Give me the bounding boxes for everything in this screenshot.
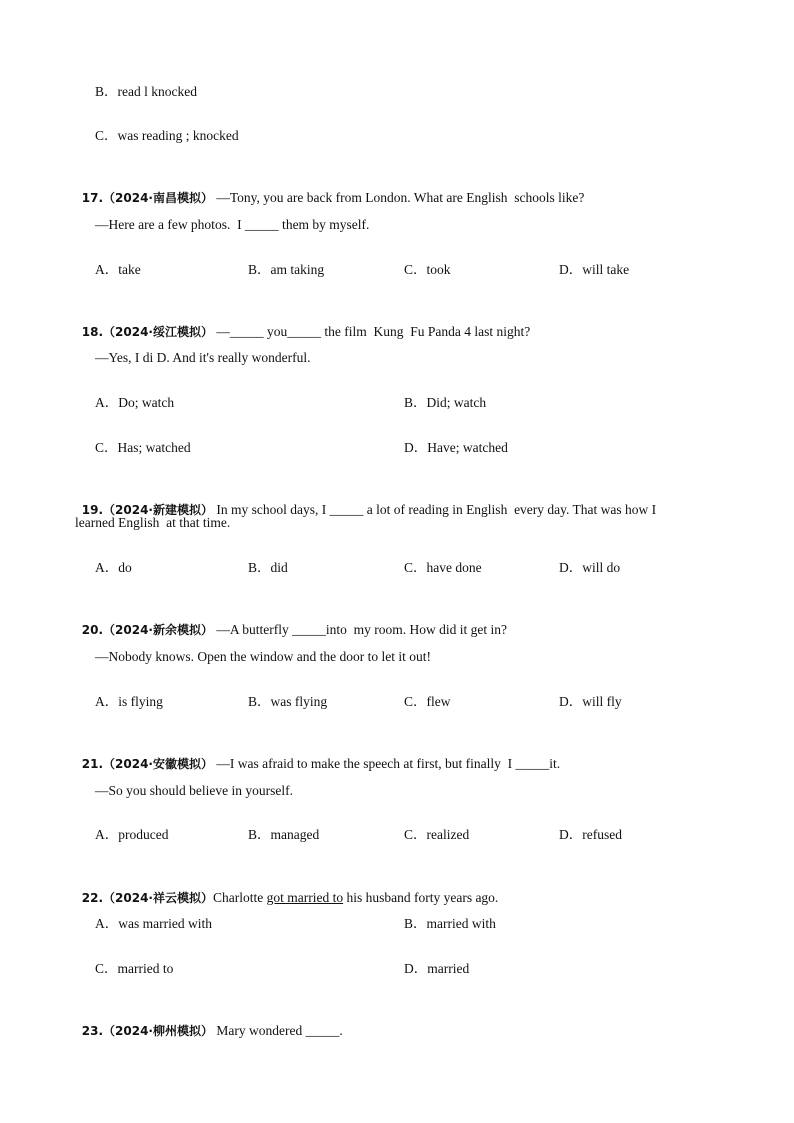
option-b: B．married with	[404, 916, 496, 931]
question-stem-end: his husband forty years ago.	[343, 890, 499, 905]
question-dialogue: —Here are a few photos. I _____ them by myself.	[95, 217, 370, 232]
option-c: C．took	[404, 262, 451, 277]
option-c: C．realized	[404, 827, 470, 842]
option-c: C．have done	[404, 560, 482, 575]
question-number: 21.	[81, 757, 104, 771]
underlined-phrase: got married to	[266, 890, 344, 905]
question-number: 19.	[81, 503, 104, 517]
option-d: D．refused	[559, 827, 622, 842]
option-b: B．did	[248, 560, 288, 575]
option-a: A．was married with	[95, 916, 212, 931]
option-b: B．read l knocked	[95, 84, 197, 99]
option-d: D．will do	[559, 560, 621, 575]
question-20	[75, 603, 507, 639]
question-source: （2024·柳州模拟）	[103, 1024, 213, 1038]
question-stem: Mary wondered _____.	[216, 1023, 343, 1038]
option-d: D．Have; watched	[404, 440, 508, 455]
option-d: D．will take	[559, 262, 630, 277]
question-source: （2024·新余模拟）	[103, 623, 213, 637]
question-stem-continuation: learned English at that time.	[75, 515, 231, 530]
question-number: 23.	[81, 1024, 104, 1038]
question-dialogue: —Nobody knows. Open the window and the door to let it out!	[95, 649, 431, 664]
option-c: C．was reading ; knocked	[95, 128, 239, 143]
question-stem: —Tony, you are back from London. What are English schools like?	[216, 190, 585, 205]
option-a: A．do	[95, 560, 132, 575]
question-number: 18.	[81, 325, 104, 339]
option-a: A．take	[95, 262, 141, 277]
question-stem: In my school days, I _____ a lot of reading in English every day. That was how I	[216, 502, 657, 517]
option-c: C．Has; watched	[95, 440, 191, 455]
question-stem: —A butterfly _____into my room. How did it get in?	[216, 622, 507, 637]
option-a: A．Do; watch	[95, 395, 175, 410]
question-18	[75, 305, 530, 341]
option-a: A．produced	[95, 827, 169, 842]
question-source: （2024·新建模拟）	[103, 503, 213, 517]
question-number: 20.	[81, 623, 104, 637]
question-source: （2024·绥江模拟）	[103, 325, 213, 339]
question-source: （2024·南昌模拟）	[103, 191, 213, 205]
question-17	[75, 171, 584, 207]
question-stem: —_____ you_____ the film Kung Fu Panda 4 last night?	[216, 324, 531, 339]
option-c: C．flew	[404, 694, 451, 709]
option-b: B．managed	[248, 827, 320, 842]
option-b: B．am taking	[248, 262, 325, 277]
option-a: A．is flying	[95, 694, 163, 709]
question-23	[75, 1004, 343, 1040]
option-d: D．will fly	[559, 694, 622, 709]
question-22	[75, 871, 498, 907]
question-21	[75, 737, 560, 773]
question-stem: Charlotte	[212, 890, 267, 905]
option-b: B．was flying	[248, 694, 328, 709]
question-source: （2024·安徽模拟）	[103, 757, 213, 771]
option-c: C．married to	[95, 961, 174, 976]
question-source: （2024·祥云模拟）	[103, 891, 213, 905]
question-number: 17.	[81, 191, 104, 205]
option-b: B．Did; watch	[404, 395, 487, 410]
question-dialogue: —So you should believe in yourself.	[95, 783, 293, 798]
question-dialogue: —Yes, I di D. And it's really wonderful.	[95, 350, 311, 365]
option-d: D．married	[404, 961, 470, 976]
question-stem: —I was afraid to make the speech at first, but finally I _____it.	[216, 756, 561, 771]
question-number: 22.	[81, 891, 104, 905]
